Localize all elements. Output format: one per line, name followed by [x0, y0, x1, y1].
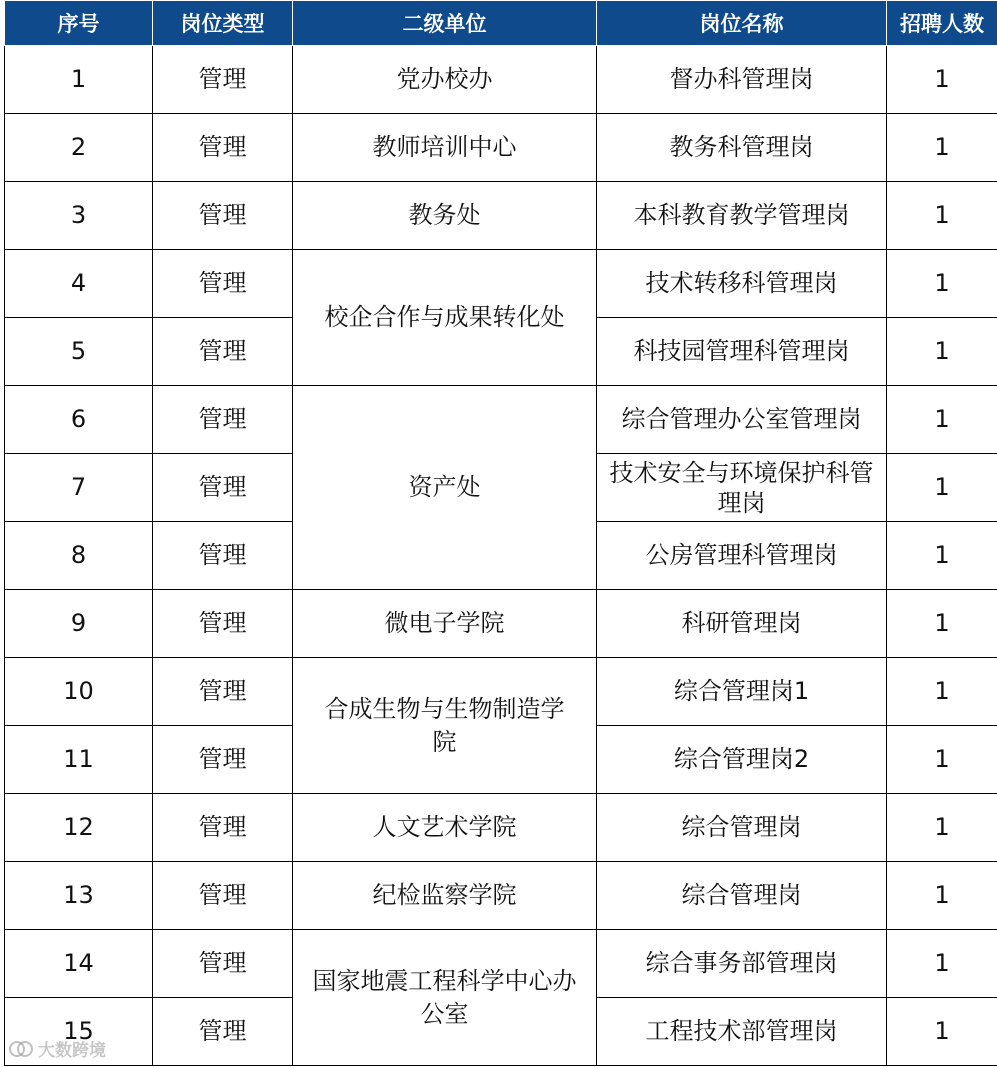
count-cell: 1 [887, 318, 997, 386]
seq-cell: 3 [5, 182, 153, 250]
seq-cell: 9 [5, 590, 153, 658]
seq-cell: 1 [5, 46, 153, 114]
position-cell: 科研管理岗 [597, 590, 887, 658]
seq-cell: 5 [5, 318, 153, 386]
table-row [5, 794, 997, 862]
type-cell: 管理 [153, 590, 293, 658]
type-cell: 管理 [153, 182, 293, 250]
seq-cell: 7 [5, 454, 153, 522]
type-cell: 管理 [153, 658, 293, 726]
count-cell: 1 [887, 930, 997, 998]
position-cell: 教务科管理岗 [597, 114, 887, 182]
position-cell: 综合管理岗1 [597, 658, 887, 726]
unit-cell: 人文艺术学院 [293, 794, 597, 862]
type-cell: 管理 [153, 386, 293, 454]
watermark [8, 1036, 106, 1061]
table-row [5, 114, 997, 182]
type-cell: 管理 [153, 114, 293, 182]
count-cell: 1 [887, 862, 997, 930]
type-cell: 管理 [153, 726, 293, 794]
table-row [5, 182, 997, 250]
count-cell: 1 [887, 794, 997, 862]
position-cell: 综合事务部管理岗 [597, 930, 887, 998]
seq-cell: 8 [5, 522, 153, 590]
position-cell: 工程技术部管理岗 [597, 998, 887, 1066]
seq-cell: 2 [5, 114, 153, 182]
header-row [5, 1, 997, 46]
header-count: 招聘人数 [887, 1, 997, 46]
unit-cell: 校企合作与成果转化处 [293, 250, 597, 386]
count-cell: 1 [887, 522, 997, 590]
count-cell: 1 [887, 114, 997, 182]
count-cell: 1 [887, 998, 997, 1066]
unit-cell: 国家地震工程科学中心办公室 [293, 930, 597, 1066]
unit-cell: 资产处 [293, 386, 597, 590]
count-cell: 1 [887, 658, 997, 726]
unit-cell: 合成生物与生物制造学院 [293, 658, 597, 794]
table-row [5, 590, 997, 658]
type-cell: 管理 [153, 250, 293, 318]
watermark-text: 大数跨境 [38, 1041, 106, 1061]
unit-cell: 微电子学院 [293, 590, 597, 658]
header-unit: 二级单位 [293, 1, 597, 46]
header-type: 岗位类型 [153, 1, 293, 46]
header-seq: 序号 [5, 1, 153, 46]
seq-cell: 15 [5, 998, 153, 1066]
recruitment-table [4, 0, 997, 1066]
count-cell: 1 [887, 386, 997, 454]
table-row [5, 658, 997, 726]
type-cell: 管理 [153, 454, 293, 522]
type-cell: 管理 [153, 46, 293, 114]
type-cell: 管理 [153, 998, 293, 1066]
position-cell: 技术转移科管理岗 [597, 250, 887, 318]
seq-cell: 11 [5, 726, 153, 794]
count-cell: 1 [887, 250, 997, 318]
type-cell: 管理 [153, 862, 293, 930]
table-row [5, 930, 997, 998]
position-cell: 综合管理岗 [597, 862, 887, 930]
unit-cell: 党办校办 [293, 46, 597, 114]
position-cell: 督办科管理岗 [597, 46, 887, 114]
seq-cell: 4 [5, 250, 153, 318]
unit-cell: 教师培训中心 [293, 114, 597, 182]
unit-cell: 教务处 [293, 182, 597, 250]
position-cell: 综合管理办公室管理岗 [597, 386, 887, 454]
table-row [5, 862, 997, 930]
position-cell: 公房管理科管理岗 [597, 522, 887, 590]
table-row [5, 250, 997, 318]
table-row [5, 46, 997, 114]
seq-cell: 10 [5, 658, 153, 726]
seq-cell: 6 [5, 386, 153, 454]
watermark-logo-icon [8, 1038, 34, 1060]
count-cell: 1 [887, 590, 997, 658]
seq-cell: 14 [5, 930, 153, 998]
table-row [5, 386, 997, 454]
type-cell: 管理 [153, 930, 293, 998]
count-cell: 1 [887, 454, 997, 522]
unit-cell: 纪检监察学院 [293, 862, 597, 930]
type-cell: 管理 [153, 522, 293, 590]
header-position: 岗位名称 [597, 1, 887, 46]
position-cell: 综合管理岗2 [597, 726, 887, 794]
count-cell: 1 [887, 726, 997, 794]
position-cell: 本科教育教学管理岗 [597, 182, 887, 250]
position-cell: 科技园管理科管理岗 [597, 318, 887, 386]
position-cell: 综合管理岗 [597, 794, 887, 862]
type-cell: 管理 [153, 794, 293, 862]
count-cell: 1 [887, 182, 997, 250]
seq-cell: 13 [5, 862, 153, 930]
position-cell: 技术安全与环境保护科管理岗 [597, 454, 887, 522]
count-cell: 1 [887, 46, 997, 114]
type-cell: 管理 [153, 318, 293, 386]
seq-cell: 12 [5, 794, 153, 862]
